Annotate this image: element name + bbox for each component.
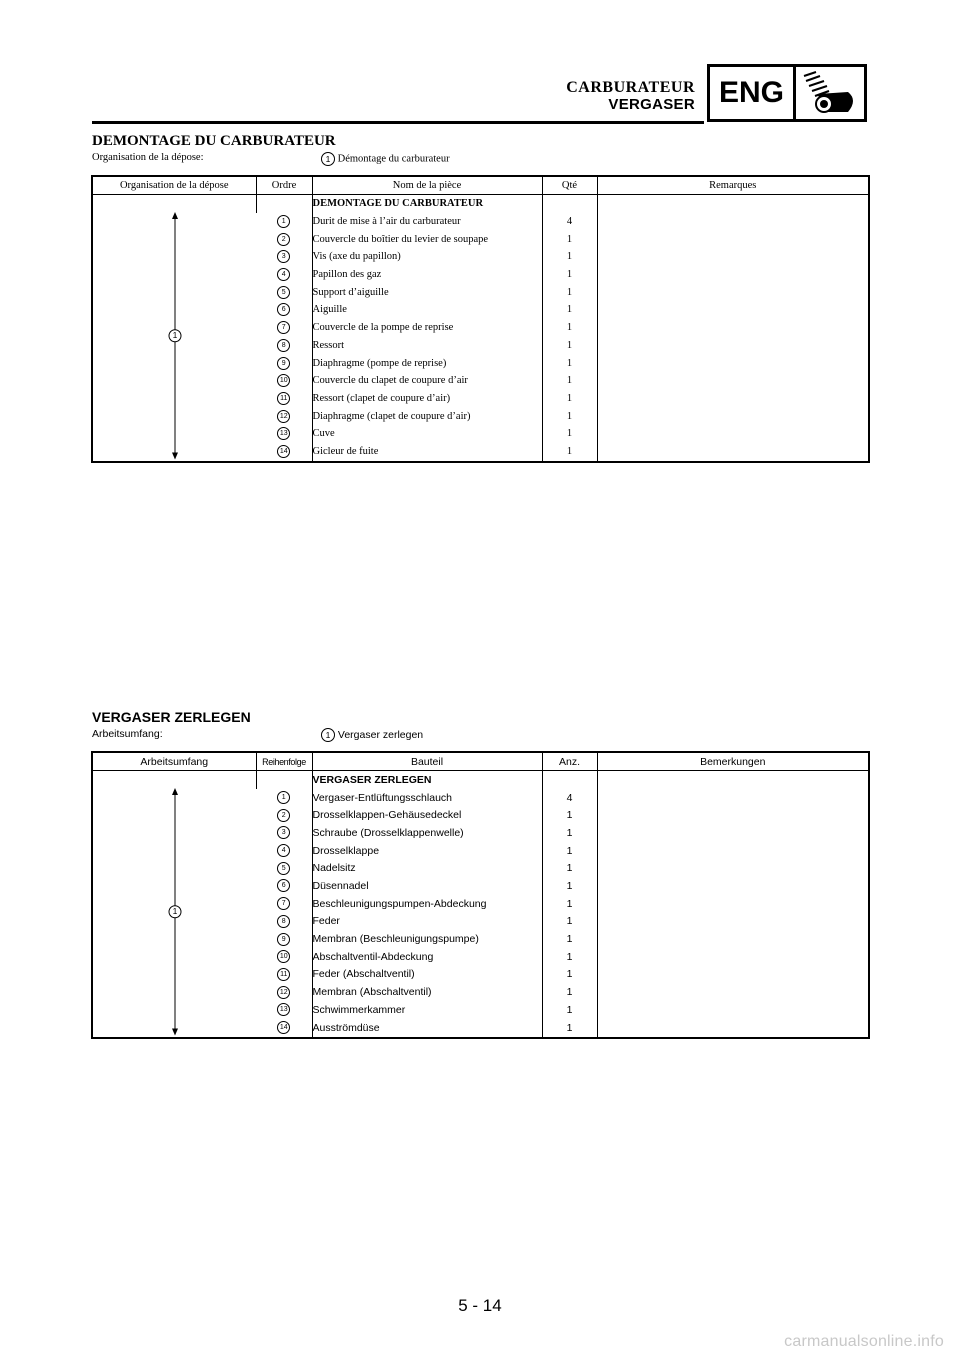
- part-name: Membran (Beschleunigungspumpe): [312, 930, 542, 948]
- order-cell: [256, 248, 312, 266]
- part-name: Schwimmerkammer: [312, 1001, 542, 1019]
- order-cell: [256, 877, 312, 895]
- part-name: Gicleur de fuite: [312, 443, 542, 462]
- group-title: DEMONTAGE DU CARBURATEUR: [312, 195, 542, 213]
- order-number: 7: [277, 897, 290, 910]
- order-cell: [256, 390, 312, 408]
- col-header: Reihenfolge: [256, 752, 312, 771]
- qty-cell: 1: [542, 337, 597, 355]
- order-cell: [256, 966, 312, 984]
- col-header: Bauteil: [312, 752, 542, 771]
- group-number: 1: [172, 329, 178, 340]
- section-title-fr: DEMONTAGE DU CARBURATEUR: [92, 133, 336, 149]
- header-rule: [92, 121, 704, 124]
- col-header: Anz.: [542, 752, 597, 771]
- order-cell: [256, 195, 312, 213]
- group-bracket-cell: [92, 771, 256, 1038]
- part-name: Papillon des gaz: [312, 266, 542, 284]
- order-number: 13: [277, 1003, 290, 1016]
- part-name: Diaphragme (pompe de reprise): [312, 354, 542, 372]
- col-header: Qté: [542, 176, 597, 195]
- qty-cell: 1: [542, 806, 597, 824]
- order-number: 9: [277, 933, 290, 946]
- table-header-fr: [92, 176, 869, 195]
- qty-cell: 1: [542, 983, 597, 1001]
- qty-cell: [542, 195, 597, 213]
- part-name: Beschleunigungspumpen-Abdeckung: [312, 895, 542, 913]
- order-number: 3: [277, 250, 290, 263]
- order-cell: [256, 948, 312, 966]
- part-name: Couvercle de la pompe de reprise: [312, 319, 542, 337]
- order-cell: [256, 230, 312, 248]
- part-name: Support d’aiguille: [312, 283, 542, 301]
- qty-cell: 1: [542, 824, 597, 842]
- order-number: 5: [277, 862, 290, 875]
- page-number: 5 - 14: [458, 1296, 502, 1315]
- table-group-title-row: [92, 195, 869, 213]
- order-number: 10: [277, 374, 290, 387]
- order-cell: [256, 283, 312, 301]
- scope-line-de: [92, 728, 424, 741]
- part-name: Vis (axe du papillon): [312, 248, 542, 266]
- qty-cell: 1: [542, 443, 597, 462]
- order-cell: [256, 913, 312, 931]
- order-cell: [256, 425, 312, 443]
- col-header: Nom de la pièce: [312, 176, 542, 195]
- group-title: VERGASER ZERLEGEN: [312, 771, 542, 789]
- header-title-fr: CARBURATEUR: [566, 79, 695, 96]
- order-cell: [256, 983, 312, 1001]
- col-header: Remarques: [597, 176, 869, 195]
- order-cell: [256, 1001, 312, 1019]
- order-cell: [256, 266, 312, 284]
- order-number: 2: [277, 233, 290, 246]
- part-name: Durit de mise à l’air du carburateur: [312, 213, 542, 231]
- qty-cell: 1: [542, 859, 597, 877]
- eng-badge-label: ENG: [710, 67, 796, 119]
- order-cell: [256, 443, 312, 462]
- order-cell: [256, 301, 312, 319]
- order-cell: [256, 407, 312, 425]
- order-cell: [256, 930, 312, 948]
- part-name: Feder: [312, 913, 542, 931]
- order-number: 6: [277, 879, 290, 892]
- qty-cell: 1: [542, 1019, 597, 1038]
- table-group-title-row: [92, 771, 869, 789]
- engine-piston-icon: [796, 67, 864, 119]
- part-name: Nadelsitz: [312, 859, 542, 877]
- order-number: 11: [277, 392, 290, 405]
- header-title-de: VERGASER: [608, 96, 695, 113]
- group-bracket-arrow-icon: [93, 195, 257, 461]
- order-number: 6: [277, 303, 290, 316]
- order-cell: [256, 895, 312, 913]
- part-name: Feder (Abschaltventil): [312, 966, 542, 984]
- qty-cell: 1: [542, 230, 597, 248]
- order-number: 5: [277, 286, 290, 299]
- qty-cell: 1: [542, 895, 597, 913]
- scope-number-fr: 1: [321, 152, 335, 166]
- order-cell: [256, 771, 312, 789]
- section-title-de: VERGASER ZERLEGEN: [92, 709, 251, 725]
- order-cell: [256, 1019, 312, 1038]
- scope-label-de: Arbeitsumfang:: [92, 728, 163, 740]
- qty-cell: 1: [542, 948, 597, 966]
- qty-cell: 1: [542, 877, 597, 895]
- scope-value-fr: 1 Démontage du carburateur: [321, 152, 450, 166]
- part-name: Vergaser-Entlüftungsschlauch: [312, 789, 542, 807]
- qty-cell: 4: [542, 789, 597, 807]
- order-cell: [256, 842, 312, 860]
- parts-table-fr: [91, 175, 870, 463]
- qty-cell: 1: [542, 372, 597, 390]
- scope-line-fr: [92, 152, 450, 165]
- order-cell: [256, 213, 312, 231]
- qty-cell: 1: [542, 301, 597, 319]
- order-cell: [256, 789, 312, 807]
- order-number: 2: [277, 809, 290, 822]
- qty-cell: 1: [542, 842, 597, 860]
- order-number: 1: [277, 215, 290, 228]
- col-header: Arbeitsumfang: [92, 752, 256, 771]
- part-name: Couvercle du clapet de coupure d’air: [312, 372, 542, 390]
- part-name: Membran (Abschaltventil): [312, 983, 542, 1001]
- order-number: 4: [277, 268, 290, 281]
- qty-cell: 1: [542, 390, 597, 408]
- scope-label-fr: Organisation de la dépose:: [92, 152, 204, 163]
- remarks-cell: [597, 771, 869, 1038]
- qty-cell: 1: [542, 966, 597, 984]
- order-cell: [256, 337, 312, 355]
- col-header: Organisation de la dépose: [92, 176, 256, 195]
- order-number: 8: [277, 339, 290, 352]
- eng-badge: [707, 64, 867, 122]
- col-header: Bemerkungen: [597, 752, 869, 771]
- parts-table-de: [91, 751, 870, 1039]
- remarks-cell: [597, 195, 869, 462]
- qty-cell: 1: [542, 1001, 597, 1019]
- order-cell: [256, 354, 312, 372]
- order-number: 14: [277, 1021, 290, 1034]
- part-name: Abschaltventil-Abdeckung: [312, 948, 542, 966]
- qty-cell: 1: [542, 425, 597, 443]
- order-cell: [256, 319, 312, 337]
- order-number: 4: [277, 844, 290, 857]
- part-name: Ressort (clapet de coupure d’air): [312, 390, 542, 408]
- qty-cell: [542, 771, 597, 789]
- order-cell: [256, 824, 312, 842]
- group-bracket-cell: [92, 195, 256, 462]
- qty-cell: 1: [542, 930, 597, 948]
- order-number: 12: [277, 986, 290, 999]
- qty-cell: 1: [542, 266, 597, 284]
- part-name: Cuve: [312, 425, 542, 443]
- qty-cell: 1: [542, 248, 597, 266]
- group-number: 1: [172, 905, 178, 916]
- qty-cell: 1: [542, 407, 597, 425]
- qty-cell: 1: [542, 283, 597, 301]
- group-bracket-arrow-icon: [93, 771, 257, 1037]
- order-cell: [256, 806, 312, 824]
- order-cell: [256, 372, 312, 390]
- order-number: 7: [277, 321, 290, 334]
- part-name: Düsennadel: [312, 877, 542, 895]
- order-number: 8: [277, 915, 290, 928]
- order-number: 9: [277, 357, 290, 370]
- col-header: Ordre: [256, 176, 312, 195]
- part-name: Ressort: [312, 337, 542, 355]
- part-name: Drosselklappe: [312, 842, 542, 860]
- order-number: 1: [277, 791, 290, 804]
- part-name: Ausströmdüse: [312, 1019, 542, 1038]
- part-name: Drosselklappen-Gehäusedeckel: [312, 806, 542, 824]
- order-cell: [256, 859, 312, 877]
- watermark: carmanualsonline.info: [784, 1333, 944, 1350]
- order-number: 14: [277, 445, 290, 458]
- part-name: Diaphragme (clapet de coupure d’air): [312, 407, 542, 425]
- order-number: 13: [277, 427, 290, 440]
- qty-cell: 1: [542, 913, 597, 931]
- order-number: 12: [277, 410, 290, 423]
- part-name: Aiguille: [312, 301, 542, 319]
- order-number: 11: [277, 968, 290, 981]
- order-number: 3: [277, 826, 290, 839]
- part-name: Schraube (Drosselklappenwelle): [312, 824, 542, 842]
- part-name: Couvercle du boîtier du levier de soupape: [312, 230, 542, 248]
- qty-cell: 1: [542, 354, 597, 372]
- table-header-de: [92, 752, 869, 771]
- order-number: 10: [277, 950, 290, 963]
- qty-cell: 1: [542, 319, 597, 337]
- qty-cell: 4: [542, 213, 597, 231]
- scope-number-de: 1: [321, 728, 335, 742]
- scope-value-de: 1 Vergaser zerlegen: [321, 728, 423, 742]
